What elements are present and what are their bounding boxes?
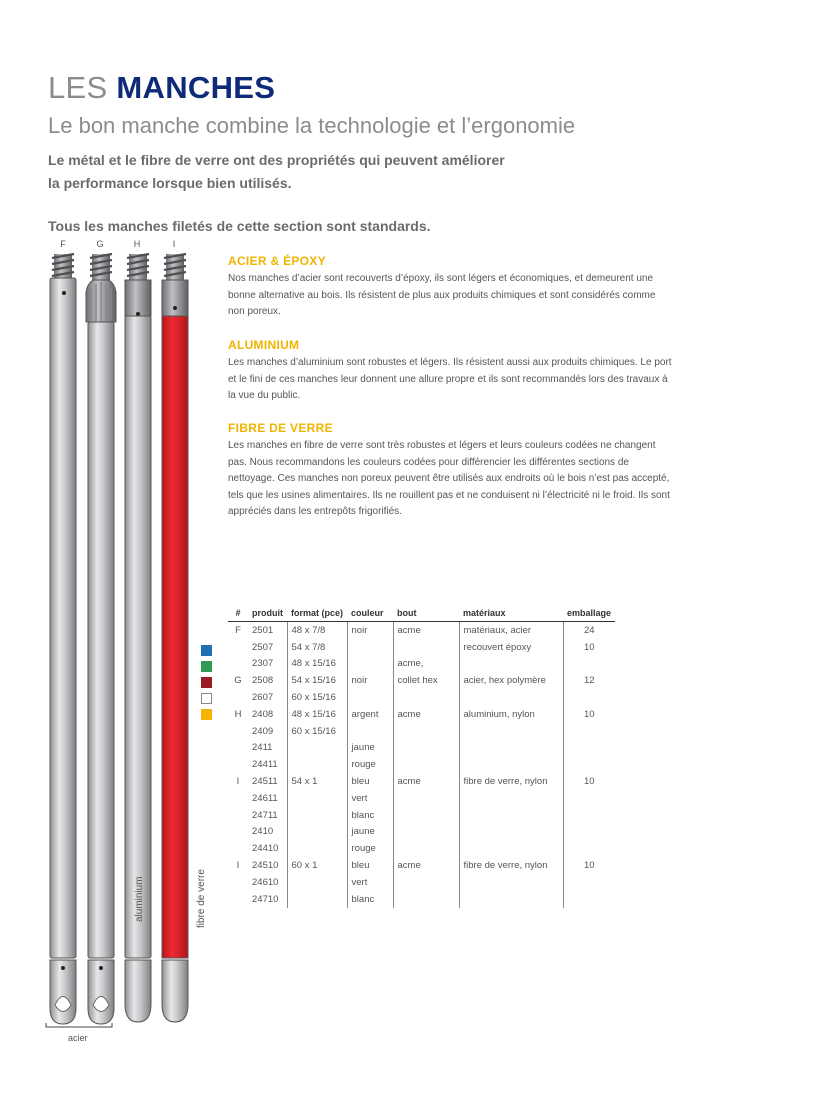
cell-materiaux bbox=[459, 840, 563, 857]
table-row bbox=[228, 723, 615, 740]
cell-number bbox=[228, 840, 248, 857]
handle-letter-i: I bbox=[172, 239, 176, 249]
cell-bout bbox=[393, 723, 459, 740]
cell-number bbox=[228, 723, 248, 740]
cell-format: 54 x 7/8 bbox=[287, 639, 347, 656]
cell-number bbox=[228, 891, 248, 908]
cell-materiaux bbox=[459, 656, 563, 673]
cell-format bbox=[287, 840, 347, 857]
cell-bout bbox=[393, 740, 459, 757]
cell-bout bbox=[393, 824, 459, 841]
table-row bbox=[228, 773, 615, 790]
swatch-jaune bbox=[201, 709, 212, 720]
cell-format bbox=[287, 740, 347, 757]
table-row bbox=[228, 891, 615, 908]
cell-materiaux bbox=[459, 891, 563, 908]
cell-format: 48 x 7/8 bbox=[287, 622, 347, 639]
cell-couleur: jaune bbox=[347, 740, 393, 757]
cell-bout: acme bbox=[393, 857, 459, 874]
cell-produit: 2408 bbox=[252, 708, 274, 720]
cell-couleur: noir bbox=[347, 672, 393, 689]
cell-bout: acme bbox=[393, 773, 459, 790]
table-row bbox=[228, 807, 615, 824]
cell-format: 60 x 15/16 bbox=[287, 723, 347, 740]
label-fibre-de-verre: fibre de verre bbox=[196, 869, 207, 928]
cell-produit: 24710 bbox=[252, 893, 279, 905]
cell-format: 54 x 15/16 bbox=[287, 672, 347, 689]
heading-acier-epoxy: ACIER & ÉPOXY bbox=[228, 254, 326, 268]
th-couleur: couleur bbox=[347, 606, 393, 622]
cell-materiaux bbox=[459, 723, 563, 740]
cell-materiaux: fibre de verre, nylon bbox=[459, 773, 563, 790]
cell-materiaux: matériaux, acier bbox=[459, 622, 563, 639]
cell-couleur bbox=[347, 723, 393, 740]
cell-materiaux bbox=[459, 689, 563, 706]
cell-format: 60 x 15/16 bbox=[287, 689, 347, 706]
cell-format bbox=[287, 874, 347, 891]
cell-emballage bbox=[563, 790, 615, 807]
handle-g bbox=[86, 254, 116, 1024]
intro-text: Le métal et le fibre de verre ont des propriétés qui peuvent améliorer la performance lorsque bien utilisés. bbox=[48, 152, 505, 191]
cell-format bbox=[287, 891, 347, 908]
cell-emballage: 12 bbox=[563, 672, 615, 689]
cell-produit: 2508 bbox=[252, 675, 274, 687]
cell-number bbox=[228, 656, 248, 673]
cell-materiaux bbox=[459, 756, 563, 773]
text-aluminium: Les manches d’aluminium sont robustes et légers. Ils résistent aussi aux produits chimiques. Le port et le fini de ces manches leur donnent une allure propre et ils sont recommandés lors des travaux à la vue du public. bbox=[228, 357, 672, 401]
handles-illustration bbox=[40, 248, 200, 1038]
table-row bbox=[228, 857, 615, 874]
cell-produit: 2409 bbox=[252, 725, 274, 737]
handle-i bbox=[162, 254, 188, 1022]
cell-couleur: vert bbox=[347, 874, 393, 891]
cell-emballage bbox=[563, 874, 615, 891]
th-produit: produit bbox=[248, 606, 287, 622]
cell-bout bbox=[393, 840, 459, 857]
cell-produit: 24510 bbox=[252, 860, 279, 872]
cell-format: 48 x 15/16 bbox=[287, 656, 347, 673]
cell-number bbox=[228, 689, 248, 706]
cell-materiaux bbox=[459, 824, 563, 841]
cell-emballage: 10 bbox=[563, 706, 615, 723]
cell-produit: 24611 bbox=[252, 792, 278, 804]
cell-produit: 24610 bbox=[252, 876, 279, 888]
cell-couleur bbox=[347, 689, 393, 706]
cell-emballage bbox=[563, 840, 615, 857]
cell-materiaux: recouvert époxy bbox=[459, 639, 563, 656]
table-row bbox=[228, 824, 615, 841]
cell-produit: 24711 bbox=[252, 809, 278, 821]
cell-couleur: rouge bbox=[347, 840, 393, 857]
cell-emballage bbox=[563, 891, 615, 908]
cell-emballage: 10 bbox=[563, 773, 615, 790]
cell-number bbox=[228, 740, 248, 757]
cell-format: 48 x 15/16 bbox=[287, 706, 347, 723]
cell-materiaux: aluminium, nylon bbox=[459, 706, 563, 723]
cell-emballage bbox=[563, 723, 615, 740]
cell-produit: 24411 bbox=[252, 759, 278, 771]
cell-materiaux: acier, hex polymère bbox=[459, 672, 563, 689]
cell-couleur: bleu bbox=[347, 857, 393, 874]
cell-bout: acme bbox=[393, 622, 459, 639]
table-row bbox=[228, 790, 615, 807]
cell-materiaux bbox=[459, 807, 563, 824]
cell-produit: 24511 bbox=[252, 776, 278, 788]
cell-number bbox=[228, 790, 248, 807]
text-fibre-de-verre: Les manches en fibre de verre sont très robustes et légers et leurs couleurs codées ne changent pas. Nous recommandons les couleurs codées pour différencier les différentes sections de nettoyage. Ces manches non poreux peuvent être utilisés aux endroits où le bois n’est pas accepté, tels que les usines alimentaires. Ils ne rouillent pas et ne conduisent ni l’électricité ni le froid. Ils sont appréciés dans les entrepôts frigorifiés. bbox=[228, 440, 670, 517]
swatch-rouge bbox=[201, 677, 212, 688]
spec-table bbox=[228, 606, 615, 908]
cell-emballage bbox=[563, 740, 615, 757]
th-materiaux: matériaux bbox=[459, 606, 563, 622]
th-emballage: emballage bbox=[563, 606, 615, 622]
cell-couleur: vert bbox=[347, 790, 393, 807]
cell-emballage bbox=[563, 689, 615, 706]
cell-number: I bbox=[236, 860, 240, 872]
cell-format bbox=[287, 824, 347, 841]
cell-couleur: rouge bbox=[347, 756, 393, 773]
table-row bbox=[228, 689, 615, 706]
cell-bout bbox=[393, 689, 459, 706]
cell-emballage: 10 bbox=[563, 639, 615, 656]
standard-note: Tous les manches filetés de cette section sont standards. bbox=[48, 218, 431, 234]
title-prefix: LES bbox=[48, 70, 108, 105]
handle-f bbox=[50, 254, 76, 1024]
heading-aluminium: ALUMINIUM bbox=[228, 338, 300, 352]
label-acier: acier bbox=[68, 1033, 88, 1043]
table-row bbox=[228, 740, 615, 757]
cell-bout: acme bbox=[393, 706, 459, 723]
cell-bout: collet hex bbox=[393, 672, 459, 689]
cell-couleur: bleu bbox=[347, 773, 393, 790]
cell-format: 60 x 1 bbox=[287, 857, 347, 874]
cell-number bbox=[228, 756, 248, 773]
cell-bout bbox=[393, 891, 459, 908]
cell-number: G bbox=[234, 675, 242, 687]
th-bout: bout bbox=[393, 606, 459, 622]
cell-materiaux bbox=[459, 740, 563, 757]
table-row bbox=[228, 756, 615, 773]
th-format: format (pce) bbox=[287, 606, 347, 622]
cell-bout bbox=[393, 874, 459, 891]
cell-produit: 2501 bbox=[252, 624, 274, 636]
handle-letter-g: G bbox=[96, 239, 104, 249]
cell-couleur: noir bbox=[347, 622, 393, 639]
cell-number: I bbox=[236, 776, 240, 788]
cell-couleur: argent bbox=[347, 706, 393, 723]
heading-fibre-de-verre: FIBRE DE VERRE bbox=[228, 421, 333, 435]
cell-number bbox=[228, 807, 248, 824]
cell-emballage bbox=[563, 756, 615, 773]
cell-produit: 2410 bbox=[252, 826, 274, 838]
cell-bout: acme, bbox=[393, 656, 459, 673]
swatch-vert bbox=[201, 661, 212, 672]
cell-number bbox=[228, 824, 248, 841]
table-row bbox=[228, 706, 615, 723]
text-acier-epoxy: Nos manches d’acier sont recouverts d’époxy, ils sont légers et économiques, et demeurent une bonne alternative au bois. Ils résistent de plus aux produits chimiques et sont considérés comme non poreux. bbox=[228, 273, 656, 317]
cell-couleur: blanc bbox=[347, 807, 393, 824]
cell-bout bbox=[393, 756, 459, 773]
cell-couleur: blanc bbox=[347, 891, 393, 908]
cell-format bbox=[287, 790, 347, 807]
cell-produit: 2411 bbox=[252, 742, 273, 754]
page-subtitle: Le bon manche combine la technologie et l’ergonomie bbox=[48, 113, 576, 138]
cell-emballage: 24 bbox=[563, 622, 615, 639]
table-row bbox=[228, 840, 615, 857]
cell-number: F bbox=[235, 624, 241, 636]
swatch-bleu bbox=[201, 645, 212, 656]
cell-couleur: jaune bbox=[347, 824, 393, 841]
cell-format bbox=[287, 807, 347, 824]
cell-bout bbox=[393, 639, 459, 656]
cell-produit: 24410 bbox=[252, 843, 279, 855]
label-aluminium: aluminium bbox=[134, 876, 145, 922]
cell-materiaux bbox=[459, 790, 563, 807]
cell-number: H bbox=[234, 708, 242, 720]
cell-format: 54 x 1 bbox=[287, 773, 347, 790]
th-number: # bbox=[228, 606, 248, 622]
cell-materiaux: fibre de verre, nylon bbox=[459, 857, 563, 874]
cell-emballage bbox=[563, 807, 615, 824]
cell-emballage bbox=[563, 656, 615, 673]
cell-emballage: 10 bbox=[563, 857, 615, 874]
swatch-blanc bbox=[201, 693, 212, 704]
table-row bbox=[228, 639, 615, 656]
page-title bbox=[48, 70, 275, 106]
handle-letter-h: H bbox=[133, 239, 141, 249]
cell-number bbox=[228, 639, 248, 656]
cell-emballage bbox=[563, 824, 615, 841]
table-header-row bbox=[228, 606, 615, 622]
cell-number bbox=[228, 874, 248, 891]
cell-produit: 2507 bbox=[252, 641, 274, 653]
table-row bbox=[228, 622, 615, 639]
cell-produit: 2607 bbox=[252, 692, 274, 704]
table-row bbox=[228, 874, 615, 891]
handle-letter-f: F bbox=[60, 239, 66, 249]
table-row bbox=[228, 656, 615, 673]
table-row bbox=[228, 672, 615, 689]
cell-bout bbox=[393, 807, 459, 824]
title-strong: MANCHES bbox=[116, 70, 276, 105]
cell-materiaux bbox=[459, 874, 563, 891]
cell-bout bbox=[393, 790, 459, 807]
cell-couleur bbox=[347, 656, 393, 673]
cell-produit: 2307 bbox=[252, 658, 274, 670]
cell-format bbox=[287, 756, 347, 773]
cell-couleur bbox=[347, 639, 393, 656]
